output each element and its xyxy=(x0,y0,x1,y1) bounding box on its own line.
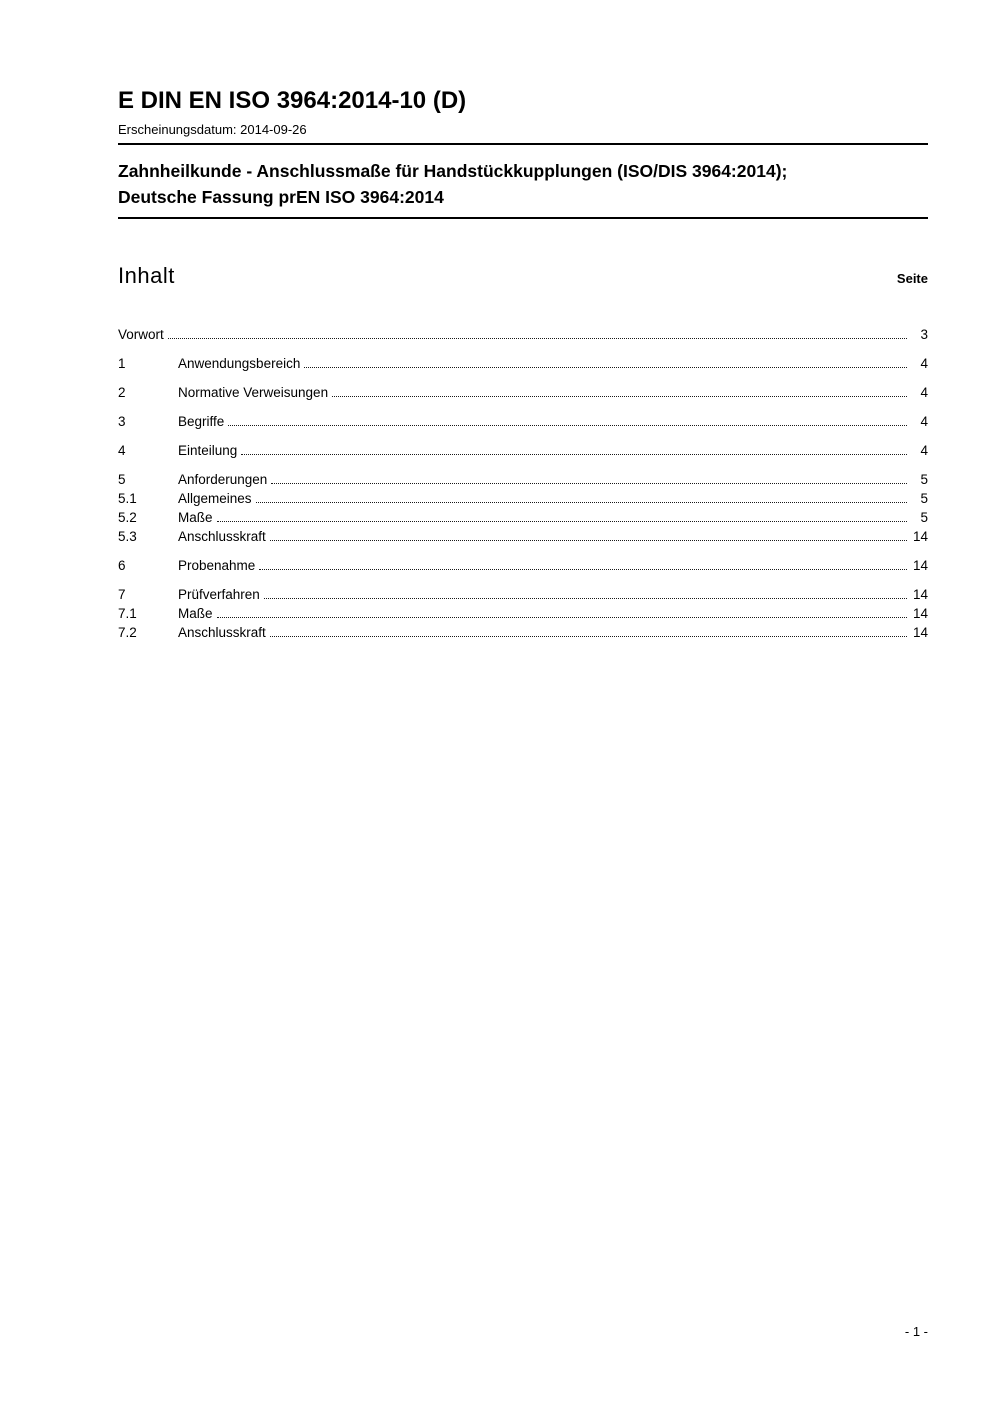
document-title-line-2: Deutsche Fassung prEN ISO 3964:2014 xyxy=(118,186,444,207)
toc-entry-title: Anschlusskraft xyxy=(178,528,266,544)
toc-entry-number: 7.2 xyxy=(118,624,137,640)
toc-entry xyxy=(118,527,928,546)
toc-entry-number: 5.2 xyxy=(118,509,137,525)
toc-entry-number: 2 xyxy=(118,384,126,400)
toc-entry-page: 14 xyxy=(912,557,928,573)
toc-entry xyxy=(118,441,928,460)
toc-entry-page: 5 xyxy=(920,490,928,506)
document-number-heading: E DIN EN ISO 3964:2014-10 (D) xyxy=(118,87,467,114)
title-divider-rule xyxy=(118,217,928,219)
toc-entry-page: 4 xyxy=(920,442,928,458)
toc-dotted-leader xyxy=(304,367,907,368)
toc-entry xyxy=(118,412,928,431)
toc-entry-page: 14 xyxy=(912,528,928,544)
toc-entry xyxy=(118,585,928,604)
toc-heading: Inhalt xyxy=(118,262,175,288)
toc-entry-number: 3 xyxy=(118,413,126,429)
toc-entry xyxy=(118,383,928,402)
toc-entry-title: Einteilung xyxy=(178,442,238,458)
toc-dotted-leader xyxy=(332,396,907,397)
page-content xyxy=(0,0,992,642)
toc-dotted-leader xyxy=(241,454,907,455)
toc-entry xyxy=(118,604,928,623)
toc-entry-page: 14 xyxy=(912,586,928,602)
toc-entry-title: Prüfverfahren xyxy=(178,586,260,602)
toc-dotted-leader xyxy=(264,598,907,599)
toc-dotted-leader xyxy=(217,617,907,618)
toc-entry-number: 5 xyxy=(118,471,126,487)
toc-entry-number: 4 xyxy=(118,442,126,458)
toc-entry-page: 4 xyxy=(920,384,928,400)
toc-dotted-leader xyxy=(217,521,907,522)
toc-entry-number: 5.3 xyxy=(118,528,137,544)
document-title xyxy=(118,158,928,210)
toc-entry-page: 5 xyxy=(920,509,928,525)
toc-entry-title: Probenahme xyxy=(178,557,256,573)
toc-dotted-leader xyxy=(256,502,907,503)
publication-date: Erscheinungsdatum: 2014-09-26 xyxy=(118,122,307,138)
toc-dotted-leader xyxy=(271,483,907,484)
document-title-line-1: Zahnheilkunde - Anschlussmaße für Handstückkupplungen (ISO/DIS 3964:2014); xyxy=(118,160,788,181)
toc-entry-number: 7 xyxy=(118,586,126,602)
toc-entry-title: Begriffe xyxy=(178,413,225,429)
toc-entry xyxy=(118,325,928,344)
toc-entry-title: Anschlusskraft xyxy=(178,624,266,640)
toc-entry xyxy=(118,489,928,508)
toc-entry-title: Maße xyxy=(178,605,213,621)
header-divider-rule xyxy=(118,143,928,145)
toc-entry xyxy=(118,623,928,642)
toc-entry-page: 4 xyxy=(920,355,928,371)
toc-header xyxy=(118,263,928,289)
toc-entry-title: Allgemeines xyxy=(178,490,252,506)
toc-page-column-label: Seite xyxy=(896,270,928,286)
footer-page-number: - 1 - xyxy=(904,1324,928,1339)
toc-dotted-leader xyxy=(168,338,907,339)
toc-dotted-leader xyxy=(270,540,907,541)
toc-entry-title: Vorwort xyxy=(118,326,164,342)
toc-dotted-leader xyxy=(228,425,907,426)
toc-entry-page: 5 xyxy=(920,471,928,487)
toc-entry-title: Maße xyxy=(178,509,213,525)
toc-entry-page: 14 xyxy=(912,624,928,640)
toc-entry-number: 1 xyxy=(118,355,126,371)
toc-entry-number: 5.1 xyxy=(118,490,137,506)
toc-entry-title: Anwendungsbereich xyxy=(178,355,301,371)
toc-entry-page: 3 xyxy=(920,326,928,342)
toc-entry xyxy=(118,508,928,527)
toc-entry xyxy=(118,556,928,575)
toc-dotted-leader xyxy=(270,636,907,637)
toc-entry-title: Anforderungen xyxy=(178,471,268,487)
toc-entry xyxy=(118,354,928,373)
toc-entry xyxy=(118,470,928,489)
toc-entry-title: Normative Verweisungen xyxy=(178,384,329,400)
toc-entry-page: 14 xyxy=(912,605,928,621)
toc-entry-page: 4 xyxy=(920,413,928,429)
toc-entry-number: 7.1 xyxy=(118,605,137,621)
toc-dotted-leader xyxy=(259,569,907,570)
table-of-contents xyxy=(118,325,928,642)
toc-entry-number: 6 xyxy=(118,557,126,573)
